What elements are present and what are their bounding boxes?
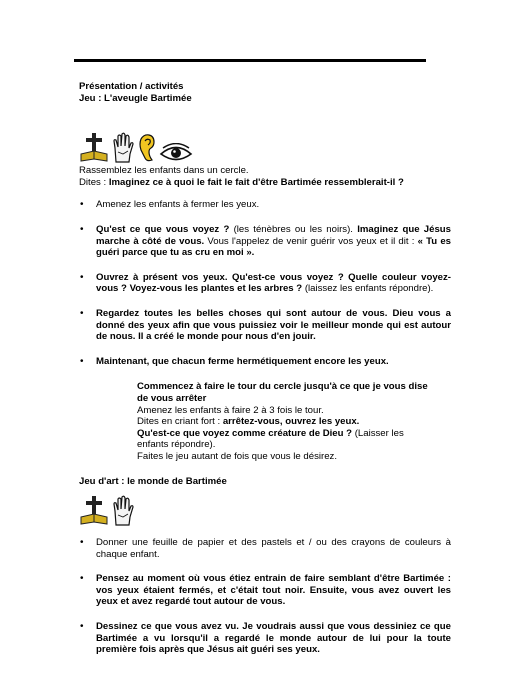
sub-line: Faites le jeu autant de fois que vous le désirez.	[137, 450, 337, 462]
intro-text: Rassemblez les enfants dans un cercle.	[79, 165, 249, 177]
list-item	[79, 621, 451, 656]
list-item-text: « Tu es guéri parce que tu as cru en moi ».	[96, 235, 451, 259]
hand-icon	[111, 132, 135, 163]
sub-line-text: Dites en criant fort :	[137, 416, 223, 428]
section2-heading-rest: le monde de Bartimée	[127, 476, 227, 488]
list-item	[79, 356, 451, 368]
dites-label: Dites :	[79, 176, 109, 188]
sub-line-text: arrêtez-vous, ouvrez les yeux.	[222, 416, 360, 428]
list-item-text: Dessinez ce que vous avez vu. Je voudrais aussi que vous dessiniez ce que Bartimée a vu lorsqu'il a regardé le monde autour de lui pour la toute première fois après que Jésus ait guéri ses yeux.	[96, 621, 451, 656]
instructions-list	[79, 199, 451, 367]
sub-line	[137, 428, 437, 451]
dites-question: Imaginez ce à quoi le fait le fait d'être Bartimée ressemblerait-il ?	[108, 176, 404, 188]
cross-bible-icon	[79, 495, 109, 526]
list-item-text: Qu'est ce que vous voyez ?	[96, 223, 230, 235]
list-item-text: (les ténèbres ou les noirs).	[229, 223, 358, 235]
game-instructions	[137, 381, 437, 462]
section2-heading-bold: Jeu d'art :	[79, 476, 128, 488]
activity-icons-2	[79, 494, 451, 526]
hand-icon	[111, 495, 135, 526]
sub-line: Amenez les enfants à faire 2 à 3 fois le tour.	[137, 404, 324, 416]
top-rule	[74, 59, 426, 62]
game-title: Jeu : L'aveugle Bartimée	[79, 92, 192, 104]
sub-line	[137, 416, 437, 428]
activity-icons	[79, 131, 451, 163]
section-heading: Présentation / activités	[79, 81, 184, 92]
document-body	[79, 81, 451, 656]
list-item-text: Ouvrez à présent vos yeux. Qu'est-ce vous voyez ? Quelle couleur voyez-vous ? Voyez-vous les plantes et les arbres ?	[96, 271, 451, 295]
cross-bible-icon	[79, 132, 109, 163]
section2-heading	[79, 476, 451, 488]
sub-line-text: Qu'est-ce que voyez comme créature de Dieu ?	[137, 427, 353, 439]
sub-line-text: (Laisser les enfants répondre).	[137, 427, 404, 451]
list-item	[79, 573, 451, 608]
list-item	[79, 272, 451, 295]
list-item-text: Vous l'appelez de venir guérir vos yeux et il dit :	[204, 235, 418, 247]
sub-line: Commencez à faire le tour du cercle jusqu'à ce que je vous dise de vous arrêter	[137, 381, 428, 404]
art-instructions-list	[79, 537, 451, 656]
eye-icon	[159, 143, 193, 163]
list-item-text: Donner une feuille de papier et des pastels et / ou des crayons de couleurs à chaque enfant.	[96, 537, 451, 560]
list-item-text: Regardez toutes les belles choses qui sont autour de vous. Dieu vous a donné des yeux afin que vous puissiez voir le meilleur monde qui est autour de nous. Il a créé le monde pour nous d'en jouir.	[96, 307, 451, 343]
ear-icon	[137, 132, 157, 163]
dites-line	[79, 177, 451, 189]
list-item	[79, 537, 451, 560]
list-item-text: Pensez au moment où vous étiez entrain de faire semblant d'être Bartimée : vos yeux étaient fermés, et c'était tout noir. Ensuite, vous avez ouvert les yeux et avez regardé tout autour de vous.	[96, 573, 451, 608]
list-item	[79, 224, 451, 259]
list-item-text: Imaginez que Jésus marche à côté de vous.	[96, 223, 451, 247]
list-item-text: Maintenant, que chacun ferme hermétiquement encore les yeux.	[96, 355, 389, 367]
list-item	[79, 199, 451, 211]
list-item-text: (laissez les enfants répondre).	[302, 283, 434, 295]
list-item-text: Amenez les enfants à fermer les yeux.	[96, 199, 260, 211]
list-item	[79, 308, 451, 343]
